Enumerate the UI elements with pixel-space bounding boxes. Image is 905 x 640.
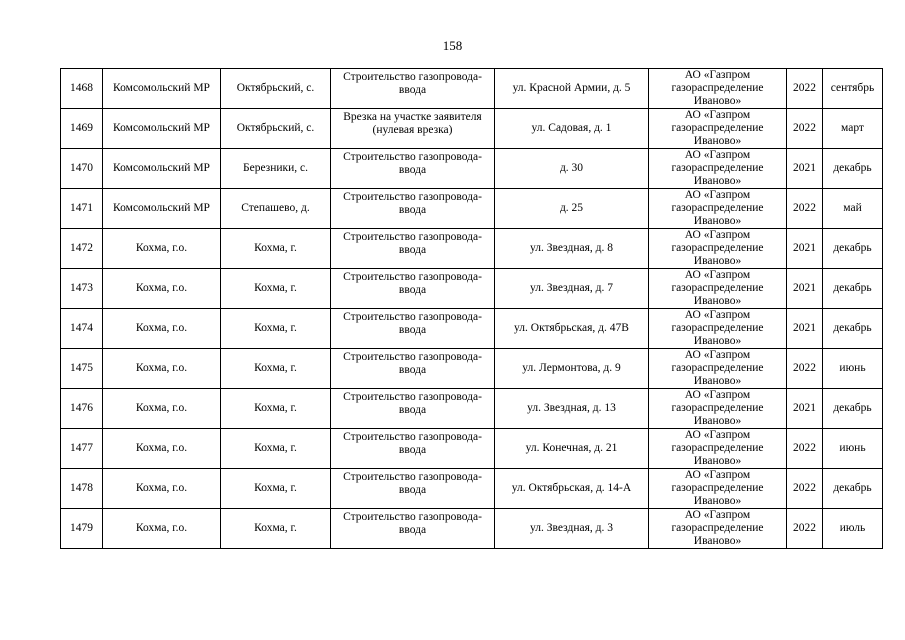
organization-line-3: Иваново» <box>693 175 742 187</box>
row-number: 1477 <box>61 429 103 469</box>
month-cell: декабрь <box>823 309 883 349</box>
municipality-cell: Кохма, г.о. <box>103 469 221 509</box>
organization-line-2: газораспределение <box>671 482 764 494</box>
row-number: 1472 <box>61 229 103 269</box>
organization-line-1: АО «Газпром <box>684 309 751 321</box>
address-cell: ул. Красной Армии, д. 5 <box>495 69 649 109</box>
organization-line-3: Иваново» <box>693 455 742 467</box>
month-cell: март <box>823 109 883 149</box>
organization-line-1: АО «Газпром <box>684 269 751 281</box>
work-type-cell: Строительство газопровода-ввода <box>331 309 495 349</box>
municipality-cell: Кохма, г.о. <box>103 509 221 549</box>
municipality-cell: Кохма, г.о. <box>103 229 221 269</box>
organization-cell <box>649 189 787 229</box>
municipality-cell: Комсомольский МР <box>103 109 221 149</box>
organization-line-2: газораспределение <box>671 122 764 134</box>
municipality-cell: Комсомольский МР <box>103 189 221 229</box>
organization-line-3: Иваново» <box>693 495 742 507</box>
address-cell: ул. Звездная, д. 8 <box>495 229 649 269</box>
organization-line-1: АО «Газпром <box>684 69 751 81</box>
organization-line-3: Иваново» <box>693 135 742 147</box>
work-type-cell: Строительство газопровода-ввода <box>331 469 495 509</box>
address-cell: ул. Звездная, д. 13 <box>495 389 649 429</box>
address-cell: ул. Садовая, д. 1 <box>495 109 649 149</box>
work-type-cell: Строительство газопровода-ввода <box>331 269 495 309</box>
address-cell: д. 30 <box>495 149 649 189</box>
table-row <box>61 469 883 509</box>
organization-line-2: газораспределение <box>671 442 764 454</box>
organization-line-3: Иваново» <box>693 295 742 307</box>
year-cell: 2022 <box>787 69 823 109</box>
address-cell: ул. Конечная, д. 21 <box>495 429 649 469</box>
organization-line-3: Иваново» <box>693 535 742 547</box>
organization-line-3: Иваново» <box>693 95 742 107</box>
work-type-cell: Строительство газопровода-ввода <box>331 429 495 469</box>
organization-cell <box>649 109 787 149</box>
municipality-cell: Кохма, г.о. <box>103 389 221 429</box>
month-cell: декабрь <box>823 469 883 509</box>
organization-cell <box>649 149 787 189</box>
organization-cell <box>649 269 787 309</box>
organization-line-3: Иваново» <box>693 255 742 267</box>
row-number: 1475 <box>61 349 103 389</box>
row-number: 1469 <box>61 109 103 149</box>
table-row <box>61 309 883 349</box>
register-table <box>60 68 883 549</box>
address-cell: д. 25 <box>495 189 649 229</box>
month-cell: декабрь <box>823 149 883 189</box>
table-row <box>61 269 883 309</box>
work-type-cell: Врезка на участке заявителя (нулевая врезка) <box>331 109 495 149</box>
row-number: 1474 <box>61 309 103 349</box>
organization-line-2: газораспределение <box>671 82 764 94</box>
organization-line-3: Иваново» <box>693 215 742 227</box>
locality-cell: Кохма, г. <box>221 349 331 389</box>
year-cell: 2021 <box>787 269 823 309</box>
organization-line-1: АО «Газпром <box>684 389 751 401</box>
row-number: 1479 <box>61 509 103 549</box>
organization-line-3: Иваново» <box>693 375 742 387</box>
locality-cell: Кохма, г. <box>221 429 331 469</box>
address-cell: ул. Октябрьская, д. 14-А <box>495 469 649 509</box>
organization-line-3: Иваново» <box>693 335 742 347</box>
locality-cell: Березники, с. <box>221 149 331 189</box>
municipality-cell: Комсомольский МР <box>103 69 221 109</box>
work-type-cell: Строительство газопровода-ввода <box>331 149 495 189</box>
locality-cell: Октябрьский, с. <box>221 109 331 149</box>
organization-line-2: газораспределение <box>671 202 764 214</box>
work-type-cell: Строительство газопровода-ввода <box>331 509 495 549</box>
locality-cell: Кохма, г. <box>221 269 331 309</box>
work-type-cell: Строительство газопровода-ввода <box>331 389 495 429</box>
locality-cell: Кохма, г. <box>221 229 331 269</box>
organization-line-1: АО «Газпром <box>684 429 751 441</box>
organization-cell <box>649 349 787 389</box>
municipality-cell: Кохма, г.о. <box>103 429 221 469</box>
work-type-cell: Строительство газопровода-ввода <box>331 349 495 389</box>
row-number: 1468 <box>61 69 103 109</box>
row-number: 1476 <box>61 389 103 429</box>
municipality-cell: Кохма, г.о. <box>103 309 221 349</box>
organization-line-2: газораспределение <box>671 522 764 534</box>
organization-cell <box>649 229 787 269</box>
organization-line-2: газораспределение <box>671 282 764 294</box>
year-cell: 2022 <box>787 109 823 149</box>
table-row <box>61 229 883 269</box>
row-number: 1473 <box>61 269 103 309</box>
month-cell: декабрь <box>823 269 883 309</box>
organization-line-1: АО «Газпром <box>684 109 751 121</box>
table-body <box>61 69 883 549</box>
locality-cell: Степашево, д. <box>221 189 331 229</box>
organization-line-3: Иваново» <box>693 415 742 427</box>
organization-line-1: АО «Газпром <box>684 469 751 481</box>
address-cell: ул. Лермонтова, д. 9 <box>495 349 649 389</box>
table-row <box>61 149 883 189</box>
row-number: 1471 <box>61 189 103 229</box>
organization-cell <box>649 389 787 429</box>
year-cell: 2021 <box>787 149 823 189</box>
month-cell: май <box>823 189 883 229</box>
month-cell: сентябрь <box>823 69 883 109</box>
work-type-cell: Строительство газопровода-ввода <box>331 229 495 269</box>
organization-line-2: газораспределение <box>671 162 764 174</box>
address-cell: ул. Звездная, д. 3 <box>495 509 649 549</box>
organization-line-2: газораспределение <box>671 242 764 254</box>
month-cell: июнь <box>823 429 883 469</box>
table-row <box>61 189 883 229</box>
organization-cell <box>649 69 787 109</box>
month-cell: декабрь <box>823 389 883 429</box>
year-cell: 2022 <box>787 429 823 469</box>
organization-line-1: АО «Газпром <box>684 349 751 361</box>
year-cell: 2021 <box>787 309 823 349</box>
municipality-cell: Комсомольский МР <box>103 149 221 189</box>
row-number: 1478 <box>61 469 103 509</box>
work-type-cell: Строительство газопровода-ввода <box>331 189 495 229</box>
year-cell: 2022 <box>787 469 823 509</box>
organization-line-2: газораспределение <box>671 322 764 334</box>
address-cell: ул. Звездная, д. 7 <box>495 269 649 309</box>
page-number: 158 <box>442 38 463 53</box>
table-row <box>61 349 883 389</box>
locality-cell: Кохма, г. <box>221 309 331 349</box>
table-row <box>61 429 883 469</box>
year-cell: 2022 <box>787 349 823 389</box>
organization-line-1: АО «Газпром <box>684 229 751 241</box>
address-cell: ул. Октябрьская, д. 47В <box>495 309 649 349</box>
table-row <box>61 69 883 109</box>
table-row <box>61 109 883 149</box>
organization-line-1: АО «Газпром <box>684 149 751 161</box>
year-cell: 2021 <box>787 229 823 269</box>
locality-cell: Кохма, г. <box>221 469 331 509</box>
month-cell: июль <box>823 509 883 549</box>
organization-cell <box>649 509 787 549</box>
organization-cell <box>649 429 787 469</box>
table-row <box>61 389 883 429</box>
municipality-cell: Кохма, г.о. <box>103 349 221 389</box>
month-cell: декабрь <box>823 229 883 269</box>
table-row <box>61 509 883 549</box>
organization-cell <box>649 309 787 349</box>
month-cell: июнь <box>823 349 883 389</box>
organization-line-1: АО «Газпром <box>684 509 751 521</box>
locality-cell: Кохма, г. <box>221 509 331 549</box>
year-cell: 2022 <box>787 189 823 229</box>
organization-line-2: газораспределение <box>671 402 764 414</box>
row-number: 1470 <box>61 149 103 189</box>
organization-line-2: газораспределение <box>671 362 764 374</box>
municipality-cell: Кохма, г.о. <box>103 269 221 309</box>
year-cell: 2021 <box>787 389 823 429</box>
organization-cell <box>649 469 787 509</box>
locality-cell: Октябрьский, с. <box>221 69 331 109</box>
year-cell: 2022 <box>787 509 823 549</box>
work-type-cell: Строительство газопровода-ввода <box>331 69 495 109</box>
organization-line-1: АО «Газпром <box>684 189 751 201</box>
locality-cell: Кохма, г. <box>221 389 331 429</box>
